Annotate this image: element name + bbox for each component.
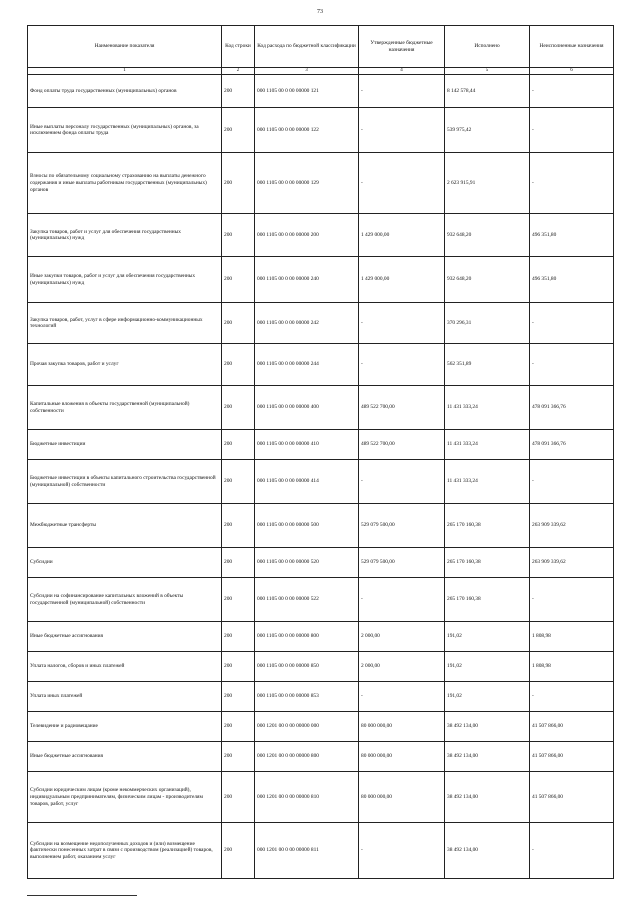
cell-name: Закупка товаров, работ и услуг для обеспечения государственных (муниципальных) нужд [28, 214, 222, 257]
table-row [28, 652, 614, 682]
cell-code: 200 [222, 578, 255, 622]
header-name: Наименование показателя [28, 26, 222, 68]
table-header-row [28, 26, 614, 68]
cell-class: 000 1105 00 0 00 00000 410 [255, 430, 359, 460]
cell-code: 200 [222, 108, 255, 153]
cell-name: Иные выплаты персоналу государственных (муниципальных) органов, за исключением фонда оплаты труда [28, 108, 222, 153]
table-row [28, 772, 614, 823]
column-number: 1 [28, 68, 222, 75]
table-row [28, 75, 614, 108]
table-row [28, 712, 614, 742]
cell-name: Фонд оплаты труда государственных (муниципальных) органов [28, 75, 222, 108]
cell-executed: 11 431 333,24 [445, 386, 530, 430]
table-row [28, 430, 614, 460]
cell-approved: 1 429 000,00 [359, 257, 445, 303]
cell-executed: 191,02 [445, 652, 530, 682]
cell-unexecuted: 41 507 866,00 [530, 742, 614, 772]
cell-unexecuted: - [530, 578, 614, 622]
cell-executed: 191,02 [445, 622, 530, 652]
cell-unexecuted: - [530, 153, 614, 214]
cell-class: 000 1105 00 0 00 00000 500 [255, 504, 359, 548]
cell-executed: 932 648,20 [445, 257, 530, 303]
cell-code: 200 [222, 823, 255, 879]
cell-approved: - [359, 303, 445, 344]
cell-class: 000 1201 00 0 00 00000 810 [255, 772, 359, 823]
cell-unexecuted: 1 808,98 [530, 652, 614, 682]
cell-executed: 2 623 915,91 [445, 153, 530, 214]
cell-code: 200 [222, 772, 255, 823]
cell-code: 200 [222, 742, 255, 772]
cell-name: Взносы по обязательному социальному страхованию на выплаты денежного содержания и иные выплаты работникам государственных (муниципальных) органов [28, 153, 222, 214]
cell-unexecuted: 263 909 339,62 [530, 504, 614, 548]
cell-code: 200 [222, 504, 255, 548]
cell-unexecuted: 496 351,80 [530, 257, 614, 303]
cell-executed: 38 492 134,00 [445, 772, 530, 823]
cell-class: 000 1201 00 0 00 00000 000 [255, 712, 359, 742]
cell-code: 200 [222, 153, 255, 214]
table-row [28, 344, 614, 386]
cell-approved: 529 079 500,00 [359, 548, 445, 578]
table-row [28, 548, 614, 578]
header-expense-code: Код расхода по бюджетной классификации [255, 26, 359, 68]
cell-class: 000 1105 00 0 00 00000 244 [255, 344, 359, 386]
header-approved: Утвержденные бюджетные назначения [359, 26, 445, 68]
cell-name: Субсидии юридическим лицам (кроме некоммерческих организаций), индивидуальным предпринимателям, физическим лицам - производителям товаров, работ, услуг [28, 772, 222, 823]
table-row [28, 257, 614, 303]
cell-class: 000 1105 00 0 00 00000 522 [255, 578, 359, 622]
cell-executed: 38 492 134,00 [445, 742, 530, 772]
cell-class: 000 1105 00 0 00 00000 414 [255, 460, 359, 504]
cell-approved: 80 000 000,00 [359, 742, 445, 772]
cell-name: Межбюджетные трансферты [28, 504, 222, 548]
cell-name: Бюджетные инвестиции [28, 430, 222, 460]
cell-class: 000 1105 00 0 00 00000 800 [255, 622, 359, 652]
cell-approved: 2 000,00 [359, 652, 445, 682]
cell-executed: 265 170 160,38 [445, 504, 530, 548]
cell-approved: - [359, 823, 445, 879]
cell-executed: 38 492 134,00 [445, 823, 530, 879]
cell-executed: 562 351,89 [445, 344, 530, 386]
table-row [28, 504, 614, 548]
cell-executed: 265 170 160,38 [445, 578, 530, 622]
cell-code: 200 [222, 460, 255, 504]
cell-unexecuted: - [530, 460, 614, 504]
table-row [28, 214, 614, 257]
cell-class: 000 1201 00 0 00 00000 800 [255, 742, 359, 772]
cell-unexecuted: - [530, 75, 614, 108]
cell-name: Прочая закупка товаров, работ и услуг [28, 344, 222, 386]
cell-unexecuted: 478 091 366,76 [530, 430, 614, 460]
cell-class: 000 1105 00 0 00 00000 122 [255, 108, 359, 153]
table-row [28, 386, 614, 430]
column-number: 5 [445, 68, 530, 75]
header-unexecuted: Неисполненные назначения [530, 26, 614, 68]
cell-code: 200 [222, 430, 255, 460]
table-body [28, 75, 614, 879]
cell-unexecuted: 478 091 366,76 [530, 386, 614, 430]
header-line-code: Код строки [222, 26, 255, 68]
cell-name: Иные бюджетные ассигнования [28, 622, 222, 652]
cell-class: 000 1105 00 0 00 00000 129 [255, 153, 359, 214]
cell-code: 200 [222, 652, 255, 682]
cell-name: Уплата иных платежей [28, 682, 222, 712]
cell-approved: 489 522 700,00 [359, 430, 445, 460]
cell-code: 200 [222, 75, 255, 108]
cell-executed: 38 492 134,00 [445, 712, 530, 742]
table-row [28, 153, 614, 214]
table-row [28, 682, 614, 712]
cell-name: Субсидии на возмещение недополученных доходов и (или) возмещение фактически понесенных затрат в связи с производством (реализацией) товаров, выполнением работ, оказанием услуг [28, 823, 222, 879]
cell-unexecuted: - [530, 303, 614, 344]
cell-code: 200 [222, 548, 255, 578]
cell-executed: 8 142 578,44 [445, 75, 530, 108]
table-row [28, 108, 614, 153]
cell-unexecuted: - [530, 682, 614, 712]
cell-executed: 265 170 160,38 [445, 548, 530, 578]
cell-approved: - [359, 682, 445, 712]
cell-unexecuted: 263 909 339,62 [530, 548, 614, 578]
cell-code: 200 [222, 303, 255, 344]
cell-code: 200 [222, 712, 255, 742]
table-row [28, 622, 614, 652]
cell-name: Иные закупки товаров, работ и услуг для обеспечения государственных (муниципальных) нужд [28, 257, 222, 303]
cell-name: Иные бюджетные ассигнования [28, 742, 222, 772]
cell-unexecuted: 41 507 866,00 [530, 712, 614, 742]
table-row [28, 303, 614, 344]
cell-name: Капитальные вложения в объекты государственной (муниципальной) собственности [28, 386, 222, 430]
table-row [28, 742, 614, 772]
footer-divider [27, 895, 137, 896]
cell-executed: 11 431 333,24 [445, 460, 530, 504]
header-executed: Исполнено [445, 26, 530, 68]
cell-executed: 539 975,42 [445, 108, 530, 153]
cell-executed: 932 648,20 [445, 214, 530, 257]
cell-executed: 370 296,31 [445, 303, 530, 344]
cell-name: Бюджетные инвестиции в объекты капитального строительства государственной (муниципальной) собственности [28, 460, 222, 504]
cell-approved: - [359, 344, 445, 386]
cell-class: 000 1105 00 0 00 00000 853 [255, 682, 359, 712]
cell-name: Уплата налогов, сборов и иных платежей [28, 652, 222, 682]
cell-name: Телевидение и радиовещание [28, 712, 222, 742]
cell-approved: 80 000 000,00 [359, 712, 445, 742]
cell-class: 000 1201 00 0 00 00000 811 [255, 823, 359, 879]
cell-name: Закупка товаров, работ, услуг в сфере информационно-коммуникационных технологий [28, 303, 222, 344]
cell-unexecuted: - [530, 344, 614, 386]
cell-code: 200 [222, 214, 255, 257]
cell-approved: 2 000,00 [359, 622, 445, 652]
cell-approved: - [359, 578, 445, 622]
column-number: 6 [530, 68, 614, 75]
column-number-row [28, 68, 614, 75]
cell-approved: - [359, 460, 445, 504]
cell-approved: 1 429 000,00 [359, 214, 445, 257]
cell-class: 000 1105 00 0 00 00000 121 [255, 75, 359, 108]
cell-code: 200 [222, 257, 255, 303]
cell-approved: - [359, 153, 445, 214]
cell-unexecuted: 41 507 866,00 [530, 772, 614, 823]
column-number: 4 [359, 68, 445, 75]
budget-execution-table [27, 25, 614, 879]
cell-name: Субсидии [28, 548, 222, 578]
cell-approved: 489 522 700,00 [359, 386, 445, 430]
cell-unexecuted: 496 351,80 [530, 214, 614, 257]
cell-executed: 11 431 333,24 [445, 430, 530, 460]
page-number: 73 [317, 9, 323, 15]
cell-code: 200 [222, 622, 255, 652]
cell-unexecuted: - [530, 823, 614, 879]
cell-code: 200 [222, 682, 255, 712]
cell-class: 000 1105 00 0 00 00000 400 [255, 386, 359, 430]
cell-class: 000 1105 00 0 00 00000 850 [255, 652, 359, 682]
column-number: 2 [222, 68, 255, 75]
cell-class: 000 1105 00 0 00 00000 520 [255, 548, 359, 578]
cell-unexecuted: 1 808,98 [530, 622, 614, 652]
cell-code: 200 [222, 344, 255, 386]
cell-class: 000 1105 00 0 00 00000 242 [255, 303, 359, 344]
cell-code: 200 [222, 386, 255, 430]
cell-class: 000 1105 00 0 00 00000 240 [255, 257, 359, 303]
table-row [28, 460, 614, 504]
cell-approved: 80 000 000,00 [359, 772, 445, 823]
cell-approved: - [359, 75, 445, 108]
cell-unexecuted: - [530, 108, 614, 153]
table-row [28, 578, 614, 622]
cell-approved: 529 079 500,00 [359, 504, 445, 548]
cell-name: Субсидии на софинансирование капитальных вложений в объекты государственной (муниципальной) собственности [28, 578, 222, 622]
cell-executed: 191,02 [445, 682, 530, 712]
cell-approved: - [359, 108, 445, 153]
column-number: 3 [255, 68, 359, 75]
cell-class: 000 1105 00 0 00 00000 200 [255, 214, 359, 257]
table-row [28, 823, 614, 879]
